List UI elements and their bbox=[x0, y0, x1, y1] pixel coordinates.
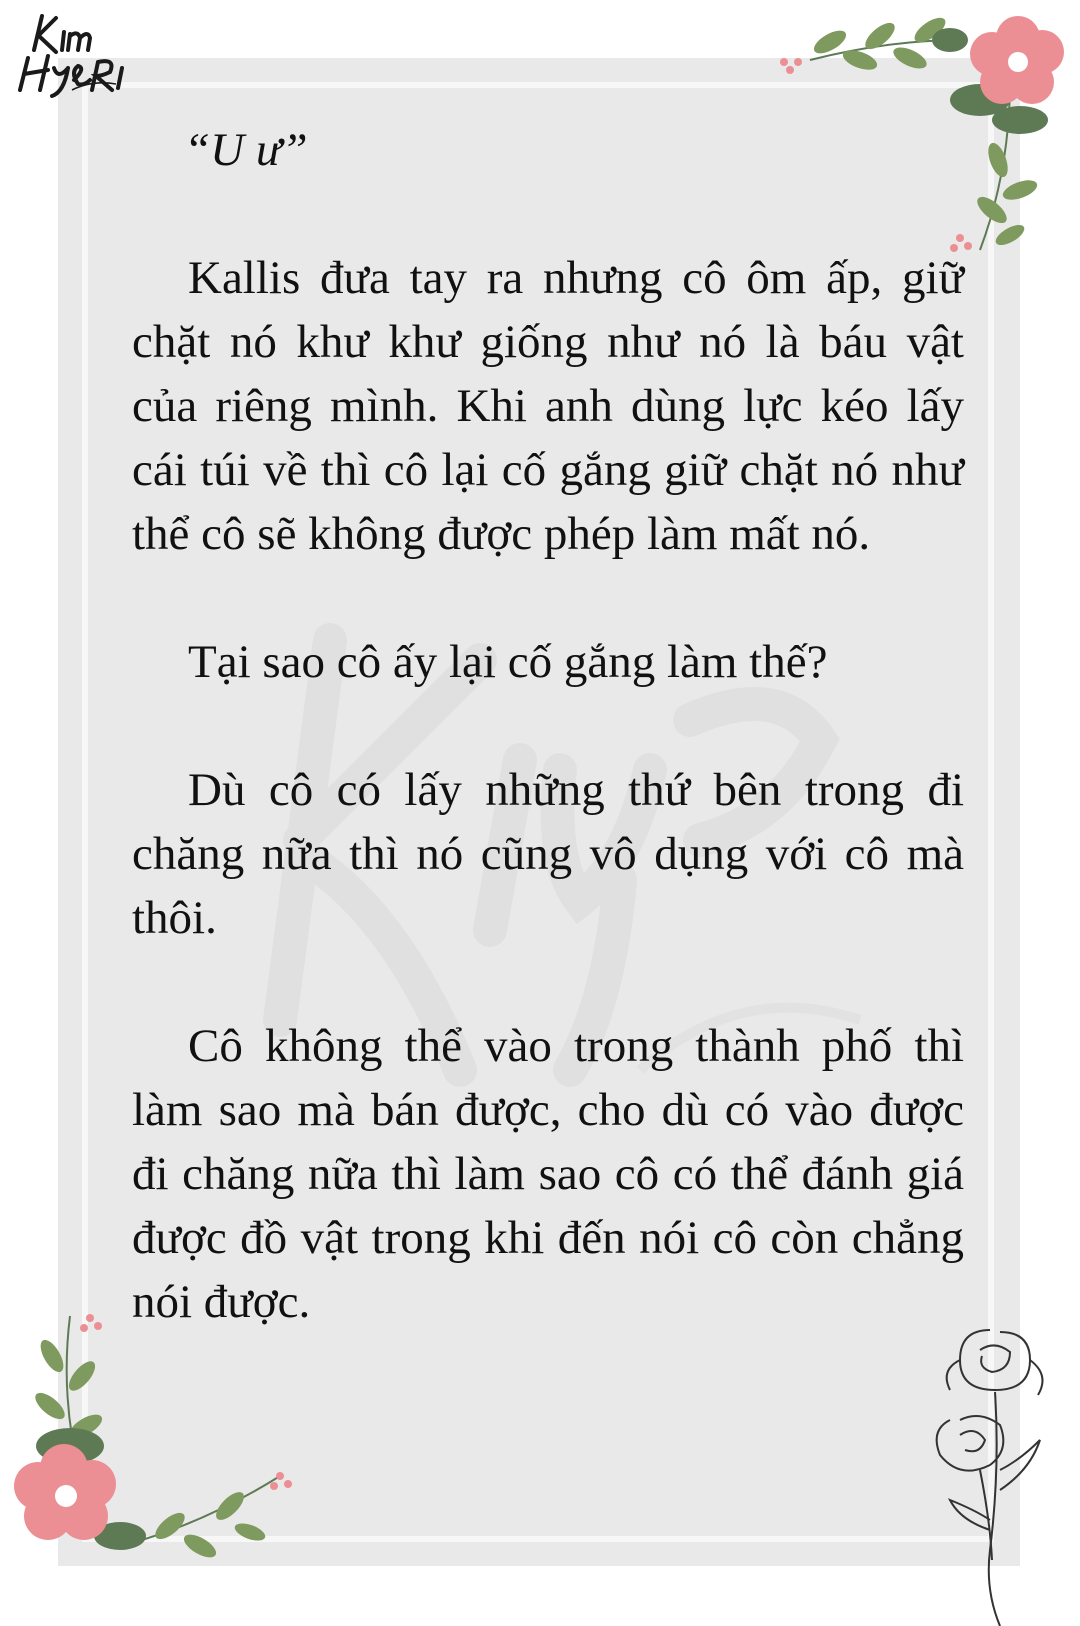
paragraph: Cô không thể vào trong thành phố thì làm sao mà bán được, cho dù có vào được đi chăng nữa thì làm sao cô có thể đánh giá được đồ vật trong khi đến nói cô còn chẳng nói được. bbox=[132, 1020, 964, 1328]
paragraph: Kallis đưa tay ra nhưng cô ôm ấp, giữ chặt nó khư khư giống như nó là báu vật của riêng mình. Khi anh dùng lực kéo lấy cái túi về thì cô lại cố gắng giữ chặt nó như thể cô sẽ không được phép làm mất nó. bbox=[132, 252, 964, 560]
paragraph: Dù cô có lấy những thứ bên trong đi chăng nữa thì nó cũng vô dụng với cô mà thôi. bbox=[132, 764, 964, 944]
paragraph: Tại sao cô ấy lại cố gắng làm thế? bbox=[188, 636, 828, 688]
dialogue-line: “U ư” bbox=[184, 124, 308, 176]
kim-hyeri-team-logo bbox=[12, 6, 142, 98]
story-text bbox=[132, 118, 964, 1398]
